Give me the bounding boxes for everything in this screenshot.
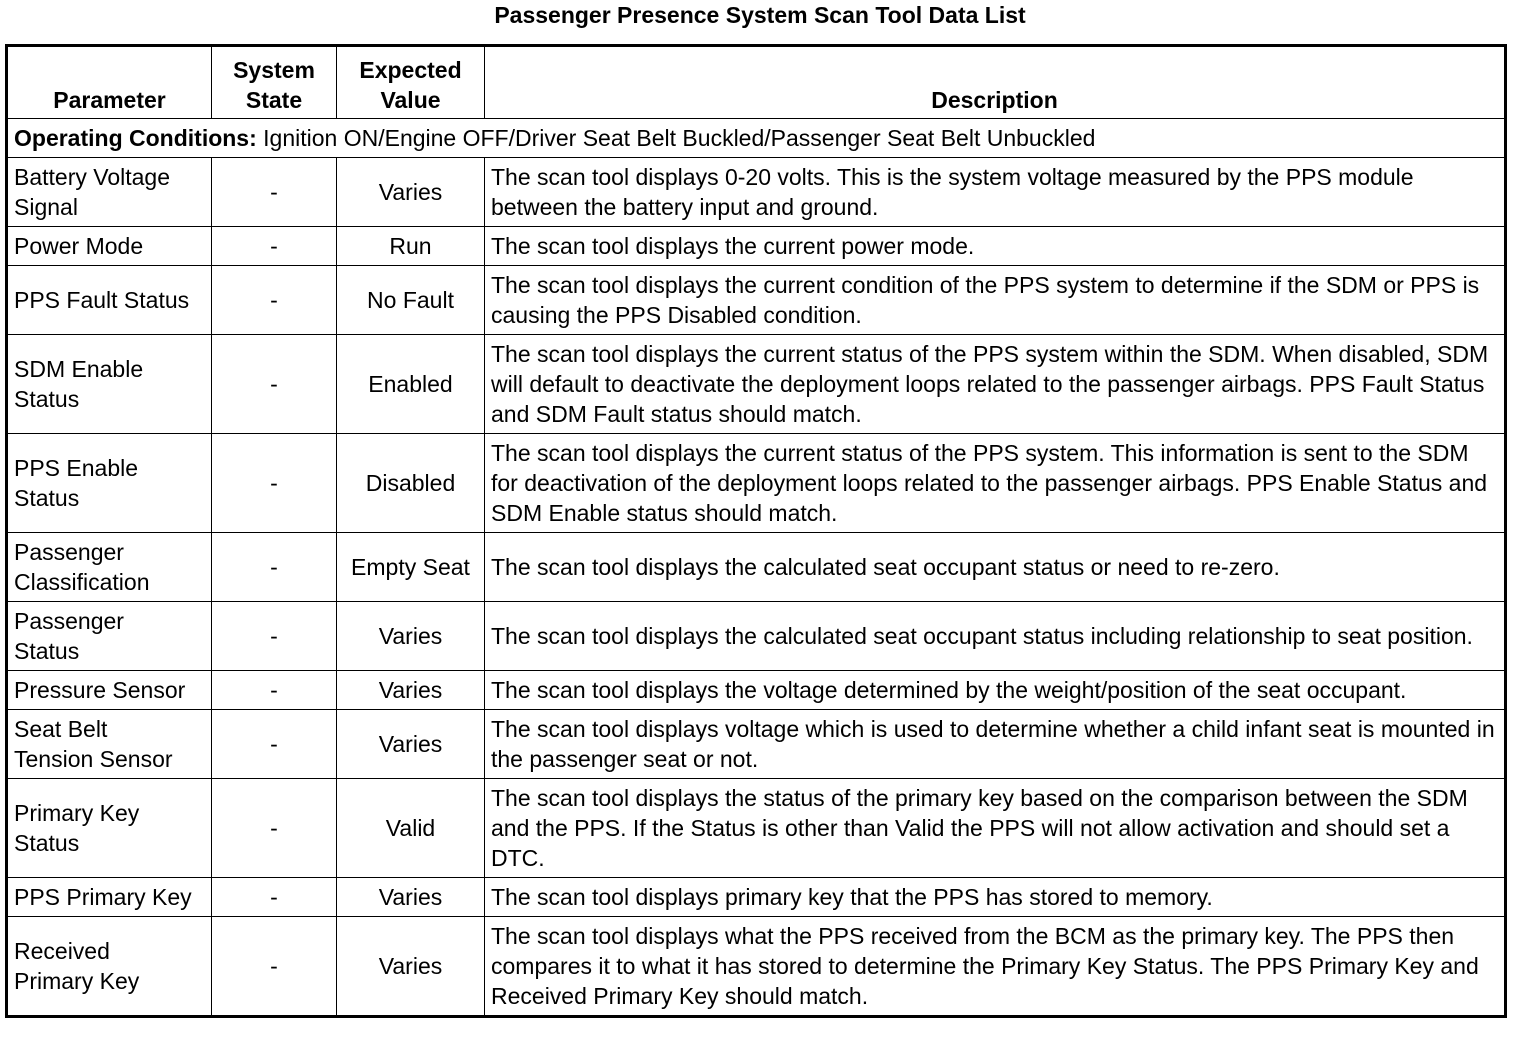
table-row bbox=[7, 602, 1506, 671]
parameter-cell bbox=[7, 434, 212, 533]
system-state-cell: - bbox=[212, 602, 337, 671]
operating-conditions-row bbox=[7, 119, 1506, 158]
operating-conditions-label: Operating Conditions: bbox=[14, 125, 257, 151]
header-expected-value: Expected Value bbox=[337, 46, 485, 119]
system-state-cell: - bbox=[212, 266, 337, 335]
expected-value-cell: Varies bbox=[337, 602, 485, 671]
parameter-cell bbox=[7, 917, 212, 1017]
parameter-text: Status bbox=[14, 830, 80, 856]
description-cell: The scan tool displays 0-20 volts. This is the system voltage measured by the PPS module between the battery input and ground. bbox=[485, 158, 1506, 227]
description-cell: The scan tool displays the current power mode. bbox=[485, 227, 1506, 266]
parameter-text: Received bbox=[14, 938, 110, 964]
table-row bbox=[7, 266, 1506, 335]
parameter-cell bbox=[7, 335, 212, 434]
expected-value-cell: Varies bbox=[337, 710, 485, 779]
table-row bbox=[7, 227, 1506, 266]
system-state-cell: - bbox=[212, 434, 337, 533]
description-cell: The scan tool displays the voltage determined by the weight/position of the seat occupant. bbox=[485, 671, 1506, 710]
expected-value-cell: No Fault bbox=[337, 266, 485, 335]
table-row bbox=[7, 434, 1506, 533]
scan-tool-data-table bbox=[5, 44, 1507, 1018]
description-cell: The scan tool displays voltage which is used to determine whether a child infant seat is mounted in the passenger seat or not. bbox=[485, 710, 1506, 779]
system-state-cell: - bbox=[212, 878, 337, 917]
header-parameter: Parameter bbox=[7, 46, 212, 119]
description-cell: The scan tool displays primary key that the PPS has stored to memory. bbox=[485, 878, 1506, 917]
parameter-text: Signal bbox=[14, 194, 78, 220]
system-state-cell: - bbox=[212, 917, 337, 1017]
parameter-text: PPS Enable bbox=[14, 455, 139, 481]
parameter-text: Classification bbox=[14, 569, 150, 595]
parameter-text: SDM Enable bbox=[14, 356, 144, 382]
description-cell: The scan tool displays the calculated seat occupant status or need to re-zero. bbox=[485, 533, 1506, 602]
system-state-cell: - bbox=[212, 710, 337, 779]
parameter-cell bbox=[7, 266, 212, 335]
parameter-text: Seat Belt bbox=[14, 716, 108, 742]
table-row bbox=[7, 335, 1506, 434]
operating-conditions-cell bbox=[7, 119, 1506, 158]
page-title: Passenger Presence System Scan Tool Data List bbox=[494, 2, 1026, 28]
system-state-cell: - bbox=[212, 158, 337, 227]
parameter-cell bbox=[7, 671, 212, 710]
table-body bbox=[7, 119, 1506, 1017]
table-row bbox=[7, 671, 1506, 710]
description-cell: The scan tool displays what the PPS received from the BCM as the primary key. The PPS then compares it to what it has stored to determine the Primary Key Status. The PPS Primary Key and Received Primary Key should match. bbox=[485, 917, 1506, 1017]
parameter-cell bbox=[7, 710, 212, 779]
parameter-text: PPS Primary Key bbox=[14, 884, 192, 910]
table-header-row bbox=[7, 46, 1506, 119]
parameter-text: Passenger bbox=[14, 539, 124, 565]
parameter-text: Tension Sensor bbox=[14, 746, 173, 772]
header-description: Description bbox=[485, 46, 1506, 119]
system-state-cell: - bbox=[212, 779, 337, 878]
parameter-cell bbox=[7, 227, 212, 266]
parameter-cell bbox=[7, 158, 212, 227]
parameter-text: Primary Key bbox=[14, 968, 140, 994]
table-row bbox=[7, 878, 1506, 917]
expected-value-cell: Varies bbox=[337, 917, 485, 1017]
expected-value-cell: Valid bbox=[337, 779, 485, 878]
expected-value-cell: Varies bbox=[337, 878, 485, 917]
parameter-cell bbox=[7, 602, 212, 671]
parameter-text: Primary Key bbox=[14, 800, 140, 826]
expected-value-cell: Run bbox=[337, 227, 485, 266]
expected-value-cell: Varies bbox=[337, 158, 485, 227]
system-state-cell: - bbox=[212, 335, 337, 434]
parameter-cell bbox=[7, 533, 212, 602]
expected-value-cell: Enabled bbox=[337, 335, 485, 434]
system-state-cell: - bbox=[212, 533, 337, 602]
parameter-text: Battery Voltage bbox=[14, 164, 170, 190]
description-cell: The scan tool displays the status of the primary key based on the comparison between the SDM and the PPS. If the Status is other than Valid the PPS will not allow activation and should set a DTC. bbox=[485, 779, 1506, 878]
system-state-cell: - bbox=[212, 227, 337, 266]
system-state-cell: - bbox=[212, 671, 337, 710]
table-row bbox=[7, 917, 1506, 1017]
table-row bbox=[7, 158, 1506, 227]
expected-value-cell: Varies bbox=[337, 671, 485, 710]
parameter-text: Status bbox=[14, 638, 80, 664]
expected-value-cell: Empty Seat bbox=[337, 533, 485, 602]
parameter-text: Status bbox=[14, 485, 80, 511]
description-cell: The scan tool displays the calculated seat occupant status including relationship to seat position. bbox=[485, 602, 1506, 671]
parameter-cell bbox=[7, 779, 212, 878]
table-row bbox=[7, 533, 1506, 602]
parameter-text: PPS Fault Status bbox=[14, 287, 190, 313]
parameter-text: Passenger bbox=[14, 608, 124, 634]
description-cell: The scan tool displays the current status of the PPS system within the SDM. When disabled, SDM will default to deactivate the deployment loops related to the passenger airbags. PPS Fault Status and SDM Fault status should match. bbox=[485, 335, 1506, 434]
expected-value-cell: Disabled bbox=[337, 434, 485, 533]
parameter-text: Pressure Sensor bbox=[14, 677, 186, 703]
description-cell: The scan tool displays the current condition of the PPS system to determine if the SDM or PPS is causing the PPS Disabled condition. bbox=[485, 266, 1506, 335]
table-row bbox=[7, 779, 1506, 878]
parameter-text: Status bbox=[14, 386, 80, 412]
description-cell: The scan tool displays the current status of the PPS system. This information is sent to the SDM for deactivation of the deployment loops related to the passenger airbags. PPS Enable Status and SDM Enable status should match. bbox=[485, 434, 1506, 533]
parameter-cell bbox=[7, 878, 212, 917]
parameter-text: Power Mode bbox=[14, 233, 144, 259]
header-system-state: System State bbox=[212, 46, 337, 119]
operating-conditions-text: Ignition ON/Engine OFF/Driver Seat Belt Buckled/Passenger Seat Belt Unbuckled bbox=[256, 125, 1096, 151]
table-row bbox=[7, 710, 1506, 779]
